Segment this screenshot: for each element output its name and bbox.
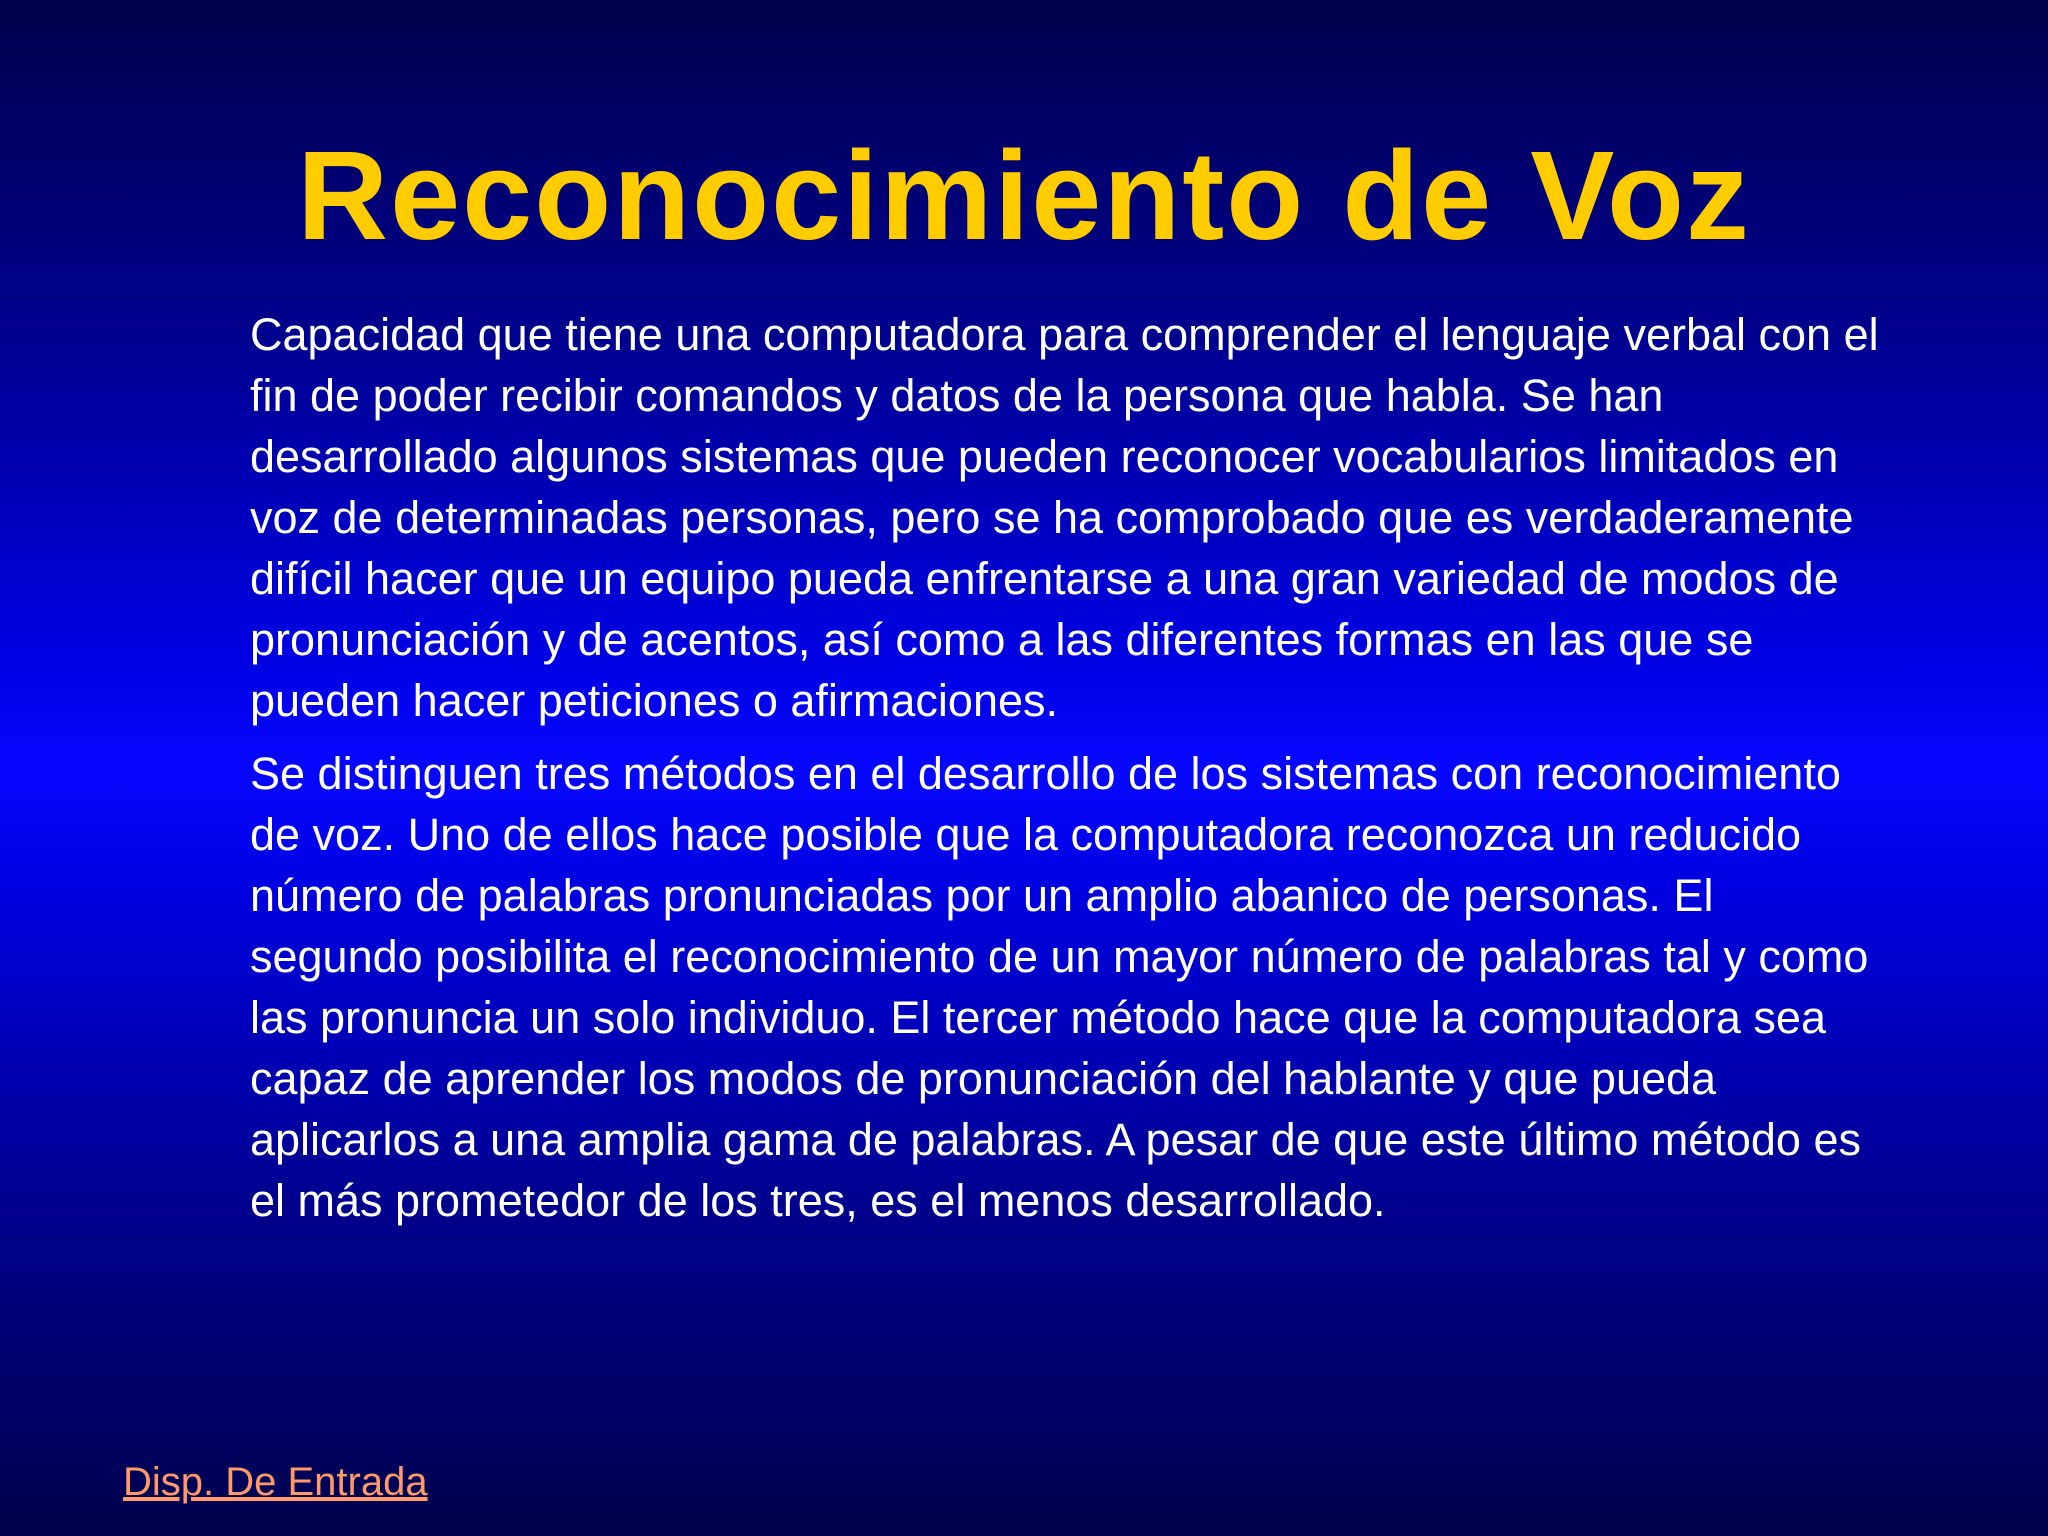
slide-title: Reconocimiento de Voz bbox=[297, 125, 1751, 266]
slide-body bbox=[250, 304, 1890, 1231]
disp-de-entrada-link[interactable]: Disp. De Entrada bbox=[123, 1460, 428, 1504]
paragraph-definition: Capacidad que tiene una computadora para comprender el lenguaje verbal con el fin de poder recibir comandos y datos de la persona que habla. Se han desarrollado algunos sistemas que pueden reconocer vocabularios limitados en voz de determinadas personas, pero se ha comprobado que es verdaderamente difícil hacer que un equipo pueda enfrentarse a una gran variedad de modos de pronunciación y de acentos, así como a las diferentes formas en las que se pueden hacer peticiones o afirmaciones. bbox=[250, 309, 1879, 726]
paragraph-methods: Se distinguen tres métodos en el desarrollo de los sistemas con reconocimiento de voz. Uno de ellos hace posible que la computadora reconozca un reducido número de palabras pronunciadas por un amplio abanico de personas. El segundo posibilita el reconocimiento de un mayor número de palabras tal y como las pronuncia un solo individuo. El tercer método hace que la computadora sea capaz de aprender los modos de pronunciación del hablante y que pueda aplicarlos a una amplia gama de palabras. A pesar de que este último método es el más prometedor de los tres, es el menos desarrollado. bbox=[250, 748, 1869, 1226]
